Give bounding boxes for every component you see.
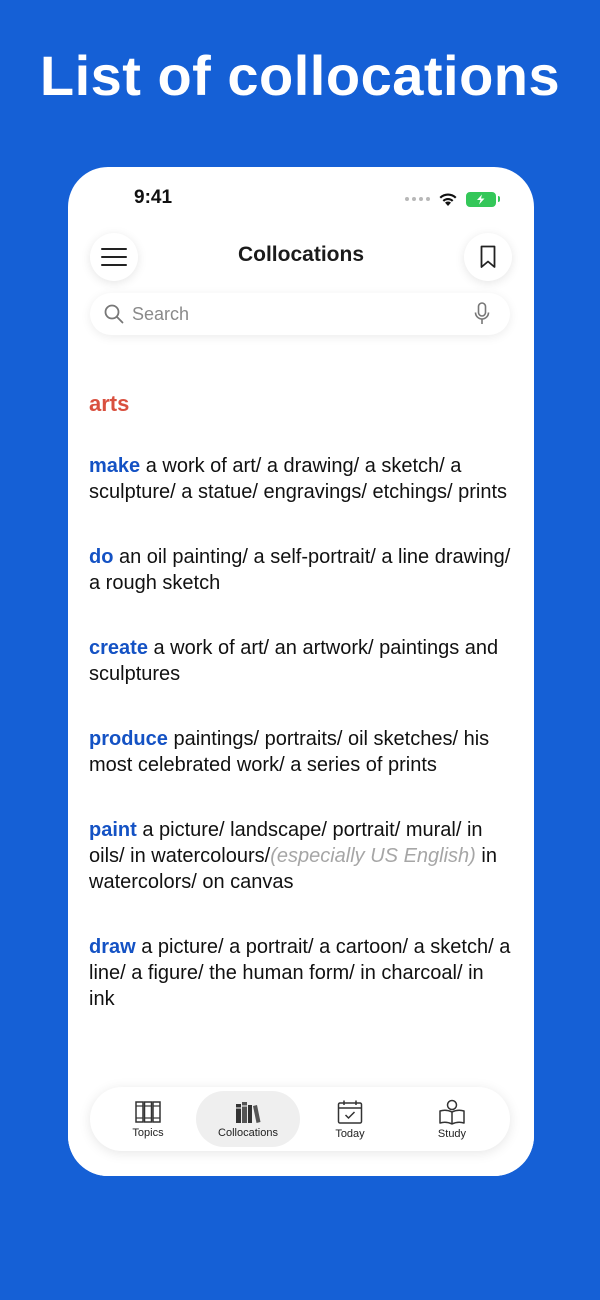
list-item[interactable] <box>89 817 514 895</box>
list-item[interactable] <box>89 635 514 687</box>
section-title: arts <box>89 391 130 416</box>
list-item[interactable] <box>89 934 514 1012</box>
book-stack-icon <box>235 1100 261 1124</box>
status-time: 9:41 <box>134 187 173 208</box>
entry-verb: produce <box>89 728 168 750</box>
promo-headline: List of collocations <box>39 44 561 107</box>
tab-today[interactable] <box>298 1091 402 1147</box>
status-icons <box>405 189 496 209</box>
entry-text: a work of art/ a drawing/ a sketch/ a sculpture/ a statue/ engravings/ etchings/ prints <box>89 455 508 503</box>
search-input[interactable] <box>132 293 462 335</box>
tab-label: Today <box>335 1127 365 1140</box>
tab-bar <box>90 1087 510 1151</box>
search-bar <box>90 293 510 335</box>
signal-dots-icon <box>405 197 430 201</box>
bookmark-icon <box>480 245 496 269</box>
entry-verb: draw <box>89 936 136 958</box>
reading-person-icon <box>438 1099 466 1125</box>
entry-text-after: in watercolors/ on canvas <box>89 845 497 893</box>
tab-study[interactable] <box>400 1091 504 1147</box>
bookmark-button[interactable] <box>464 233 512 281</box>
entry-verb: do <box>89 546 114 568</box>
search-icon <box>104 304 124 324</box>
navigation-bar <box>68 229 534 285</box>
list-item[interactable] <box>89 544 514 596</box>
list-item[interactable] <box>89 453 514 505</box>
list-item[interactable] <box>89 726 514 778</box>
tab-label: Study <box>437 1127 467 1140</box>
tab-collocations[interactable] <box>196 1091 300 1147</box>
battery-icon <box>466 192 496 207</box>
status-bar <box>68 167 534 227</box>
entry-text: paintings/ portraits/ oil sketches/ his most celebrated work/ a series of prints <box>89 728 490 776</box>
wifi-icon <box>438 192 458 207</box>
page-title: Collocations <box>237 243 364 266</box>
collocation-list <box>89 389 514 1051</box>
entry-text: a picture/ landscape/ portrait/ mural/ in oils/ in watercolours/ <box>89 819 483 867</box>
tab-topics[interactable] <box>96 1091 200 1147</box>
tab-label: Topics <box>132 1126 164 1139</box>
phone-screen <box>68 167 534 1176</box>
entry-verb: paint <box>89 819 137 841</box>
tab-label: Collocations <box>218 1126 278 1139</box>
entry-usage-note: (especially US English) <box>270 845 476 867</box>
microphone-icon[interactable] <box>474 302 490 326</box>
entry-text: a picture/ a portrait/ a cartoon/ a sketch/ a line/ a figure/ the human form/ in charcoal/ in ink <box>89 936 511 1010</box>
entry-text: a work of art/ an artwork/ paintings and sculptures <box>89 637 499 685</box>
entry-verb: make <box>89 455 141 477</box>
entry-text: an oil painting/ a self-portrait/ a line drawing/ a rough sketch <box>89 546 511 594</box>
calendar-check-icon <box>337 1099 363 1125</box>
entry-verb: create <box>89 637 148 659</box>
books-icon <box>135 1100 161 1124</box>
